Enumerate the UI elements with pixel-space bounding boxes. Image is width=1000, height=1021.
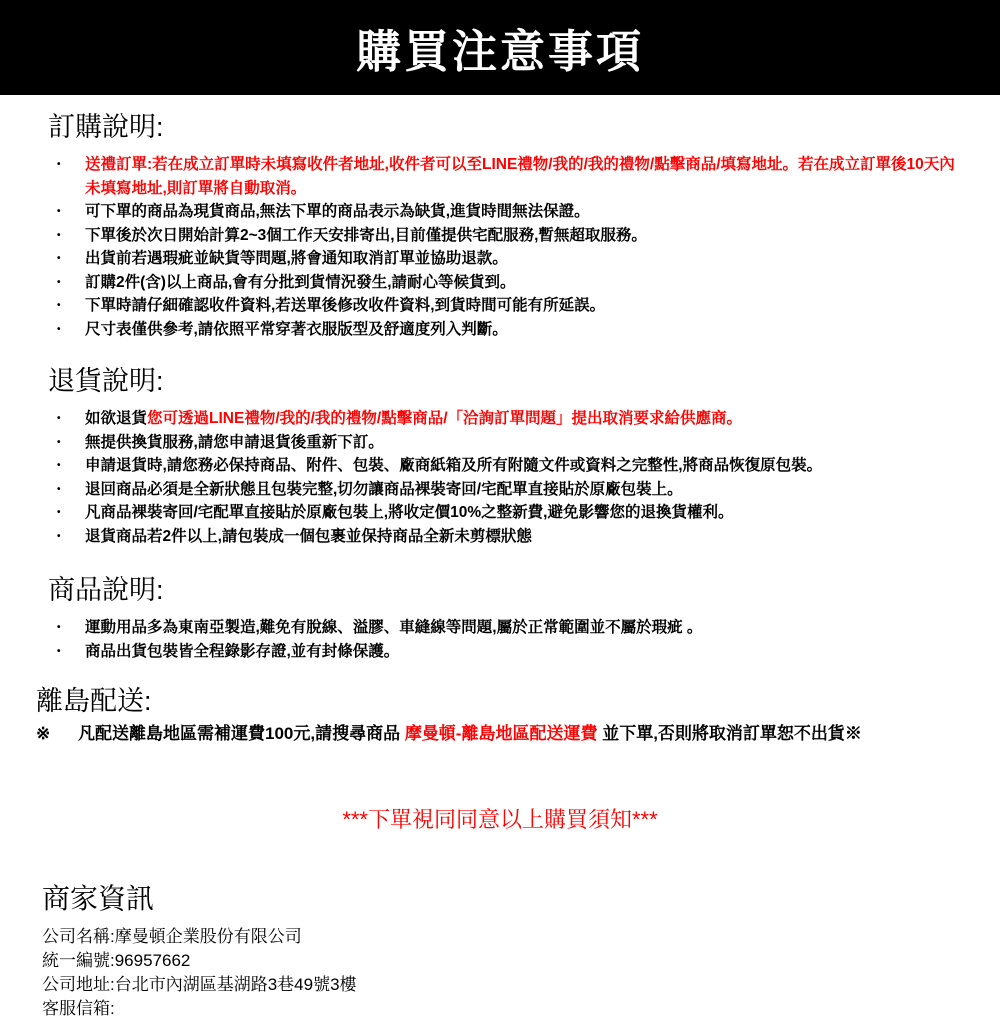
reference-mark-icon: ※ — [36, 724, 51, 743]
bullet-dot-icon: • — [57, 483, 61, 495]
bullet-dot-icon: • — [57, 253, 61, 264]
order-bullet: 出貨前若遇瑕疵並缺貨等問題,將會通知取消訂單並協助退款。 — [85, 250, 508, 267]
return-bullet-cancel — [85, 407, 960, 431]
list-item — [40, 407, 960, 431]
list-item — [40, 224, 960, 248]
return-bullet-cancel-black: 如欲退貨 — [85, 410, 148, 427]
return-bullet: 無提供換貨服務,請您申請退貨後重新下訂。 — [85, 433, 384, 451]
agreement-notice: ***下單視同同意以上購買須知*** — [342, 807, 658, 832]
bullet-dot-icon: • — [57, 530, 61, 542]
order-bullet: 可下單的商品為現貨商品,無法下單的商品表示為缺貨,進貨時間無法保證。 — [85, 203, 590, 220]
list-item — [40, 640, 960, 664]
product-bullet: 運動用品多為東南亞製造,難免有脫線、溢膠、車縫線等問題,屬於正常範圍並不屬於瑕疵 。 — [85, 619, 703, 636]
merchant-info-list — [42, 925, 960, 1021]
bullet-dot-icon: • — [57, 645, 61, 657]
order-bullet-list — [40, 153, 960, 341]
list-item — [40, 616, 960, 640]
list-item — [40, 501, 960, 525]
list-item — [40, 153, 960, 200]
order-bullet: 下單時請仔細確認收件資料,若送單後修改收件資料,到貨時間可能有所延誤。 — [85, 297, 606, 314]
list-item — [40, 431, 960, 455]
title-banner — [0, 0, 1000, 95]
bullet-dot-icon: • — [57, 206, 61, 217]
return-section-heading: 退貨說明: — [48, 366, 164, 396]
island-delivery-note — [36, 723, 960, 745]
order-bullet: 下單後於次日開始計算2~3個工作天安排寄出,目前僅提供宅配服務,暫無超取服務。 — [85, 226, 647, 244]
return-bullet: 凡商品裸裝寄回/宅配單直接貼於原廠包裝上,將收定價10%之整新費,避免影響您的退換貨權利。 — [85, 504, 734, 521]
merchant-info-heading: 商家資訊 — [42, 883, 155, 914]
order-bullet: 尺寸表僅供參考,請依照平常穿著衣服版型及舒適度列入判斷。 — [85, 320, 508, 338]
list-item — [40, 200, 960, 224]
bullet-dot-icon: • — [57, 507, 61, 518]
bullet-dot-icon: • — [57, 323, 61, 335]
island-note-after: 並下單,否則將取消訂單恕不出貨※ — [597, 724, 862, 743]
island-note-text — [78, 723, 862, 745]
product-bullet-list — [40, 616, 960, 663]
return-bullet: 退貨商品若2件以上,請包裝成一個包裹並保持商品全新未剪標狀態 — [85, 527, 532, 545]
merchant-contact-clipped: 客服信箱: — [42, 999, 115, 1018]
merchant-address: 公司地址:台北市內湖區基湖路3巷49號3樓 — [42, 975, 357, 994]
page-title: 購買注意事項 — [355, 26, 644, 77]
order-bullet-gift: 送禮訂單:若在成立訂單時未填寫收件者地址,收件者可以至LINE禮物/我的/我的禮物/點擊商品/填寫地址。若在成立訂單後10天內未填寫地址,則訂單將自動取消。 — [85, 156, 955, 197]
list-item — [40, 454, 960, 478]
bullet-dot-icon: • — [57, 460, 61, 471]
bullet-dot-icon: • — [57, 229, 61, 241]
return-bullet: 退回商品必須是全新狀態且包裝完整,切勿讓商品裸裝寄回/宅配單直接貼於原廠包裝上。 — [85, 480, 683, 498]
list-item — [40, 294, 960, 318]
island-note-before: 凡配送離島地區需補運費100元,請搜尋商品 — [78, 724, 405, 743]
list-item — [40, 478, 960, 502]
merchant-tax-id: 統一編號:96957662 — [42, 951, 191, 970]
return-bullet: 申請退貨時,請您務必保持商品、附件、包裝、廠商紙箱及所有附隨文件或資料之完整性,將商品恢復原包裝。 — [85, 457, 823, 474]
list-item — [40, 247, 960, 271]
bullet-dot-icon: • — [57, 300, 61, 311]
product-bullet: 商品出貨包裝皆全程錄影存證,並有封條保護。 — [85, 642, 400, 660]
notice-body — [0, 111, 1000, 1021]
list-item — [40, 318, 960, 342]
bullet-dot-icon: • — [57, 276, 61, 288]
island-section-heading: 離島配送: — [36, 686, 152, 716]
return-bullet-cancel-red: 您可透過LINE禮物/我的/我的禮物/點擊商品/「洽詢訂單問題」提出取消要求給供應商。 — [147, 410, 743, 427]
bullet-dot-icon: • — [57, 436, 61, 448]
product-section-heading: 商品說明: — [48, 575, 164, 605]
island-note-product-name: 摩曼頓-離島地區配送運費 — [404, 724, 598, 743]
order-section-heading: 訂購說明: — [48, 112, 164, 142]
bullet-dot-icon: • — [57, 159, 61, 170]
list-item — [40, 525, 960, 549]
order-bullet: 訂購2件(含)以上商品,會有分批到貨情況發生,請耐心等候貨到。 — [85, 273, 516, 291]
merchant-company-name: 公司名稱:摩曼頓企業股份有限公司 — [42, 927, 302, 946]
bullet-dot-icon: • — [57, 622, 61, 633]
bullet-dot-icon: • — [57, 413, 61, 424]
list-item — [40, 271, 960, 295]
return-bullet-list — [40, 407, 960, 548]
